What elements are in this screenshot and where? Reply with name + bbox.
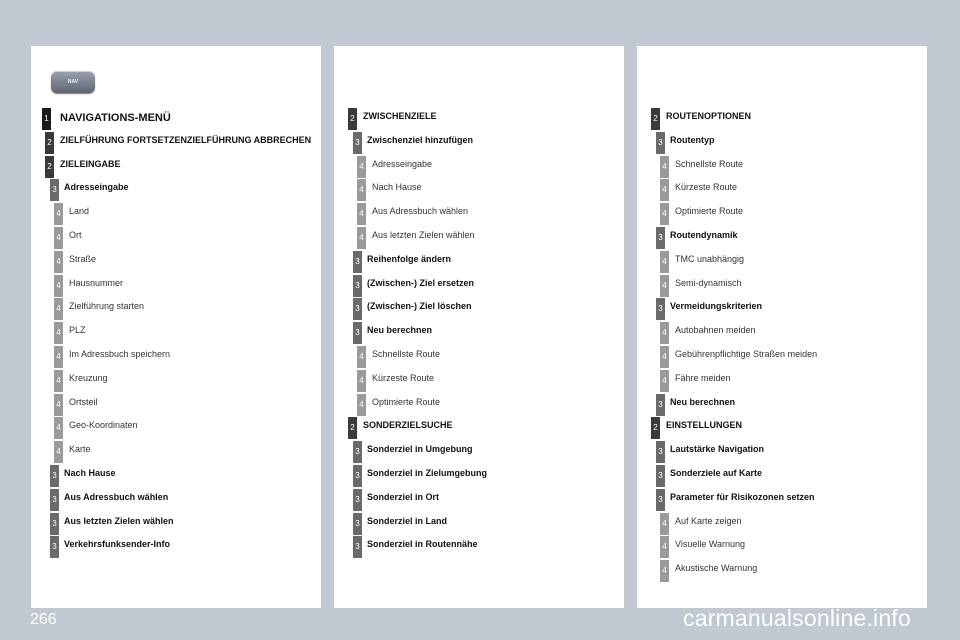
menu-item-label: Sonderziel in Ort bbox=[367, 491, 440, 502]
menu-item bbox=[637, 560, 927, 582]
level-badge: 4 bbox=[54, 298, 63, 320]
menu-item-label: Zwischenziel hinzufügen bbox=[367, 134, 474, 145]
level-badge: 4 bbox=[660, 370, 669, 392]
menu-item-label: Ort bbox=[69, 230, 82, 240]
menu-item-label: Semi-dynamisch bbox=[675, 277, 742, 288]
level-badge: 4 bbox=[54, 203, 63, 225]
menu-item-label: Adresseingabe bbox=[372, 158, 433, 169]
menu-item bbox=[334, 346, 624, 368]
menu-item bbox=[637, 275, 927, 297]
menu-item-label: ZIELEINGABE bbox=[60, 158, 121, 169]
menu-item-label: Gebührenpflichtige Straßen meiden bbox=[675, 349, 818, 359]
level-badge: 3 bbox=[656, 227, 665, 249]
level-badge: 2 bbox=[348, 108, 357, 130]
menu-item-label: Sonderziele auf Karte bbox=[670, 468, 763, 478]
level-badge: 2 bbox=[45, 156, 54, 178]
menu-item-label: ZIELFÜHRUNG FORTSETZENZIELFÜHRUNG ABBRECHEN bbox=[60, 134, 312, 145]
watermark: carmanualsonline.info bbox=[683, 605, 911, 631]
menu-item-label: PLZ bbox=[69, 325, 86, 336]
menu-item-label: Kürzeste Route bbox=[372, 372, 435, 383]
menu-item-label: Autobahnen meiden bbox=[675, 325, 756, 336]
level-badge: 4 bbox=[660, 156, 669, 178]
level-badge: 3 bbox=[353, 132, 362, 154]
menu-item bbox=[637, 298, 927, 320]
level-badge: 4 bbox=[54, 227, 63, 249]
menu-item bbox=[637, 322, 927, 344]
menu-item bbox=[334, 179, 624, 201]
level-badge: 4 bbox=[660, 536, 669, 558]
menu-item bbox=[31, 108, 321, 130]
level-badge: 4 bbox=[660, 203, 669, 225]
menu-item-label: Adresseingabe bbox=[64, 182, 129, 193]
menu-item bbox=[31, 203, 321, 225]
level-badge: 3 bbox=[50, 513, 59, 535]
menu-item bbox=[334, 513, 624, 535]
menu-item-label: Aus letzten Zielen wählen bbox=[64, 515, 174, 526]
menu-item bbox=[31, 441, 321, 463]
menu-item bbox=[334, 417, 624, 439]
level-badge: 4 bbox=[357, 370, 366, 392]
menu-item-label: Aus Adressbuch wählen bbox=[372, 206, 469, 217]
menu-item-label: Fähre meiden bbox=[675, 372, 731, 383]
level-badge: 4 bbox=[54, 394, 63, 416]
menu-item-label: ROUTENOPTIONEN bbox=[666, 111, 752, 121]
level-badge: 2 bbox=[651, 417, 660, 439]
level-badge: 4 bbox=[660, 179, 669, 201]
menu-item bbox=[334, 322, 624, 344]
menu-item-label: EINSTELLUNGEN bbox=[666, 420, 743, 431]
menu-item-label: NAVIGATIONS-MENÜ bbox=[60, 112, 171, 124]
level-badge: 3 bbox=[353, 275, 362, 297]
level-badge: 3 bbox=[656, 132, 665, 154]
menu-item bbox=[31, 417, 321, 439]
level-badge: 2 bbox=[651, 108, 660, 130]
menu-item bbox=[637, 536, 927, 558]
menu-item-label: Sonderziel in Routennähe bbox=[367, 539, 478, 550]
level-badge: 3 bbox=[50, 179, 59, 201]
menu-item bbox=[637, 227, 927, 249]
menu-column-2 bbox=[334, 46, 624, 608]
menu-item-label: Routendynamik bbox=[670, 230, 738, 240]
level-badge: 3 bbox=[353, 298, 362, 320]
menu-item bbox=[637, 441, 927, 463]
menu-item bbox=[334, 465, 624, 487]
level-badge: 3 bbox=[353, 465, 362, 487]
level-badge: 4 bbox=[357, 346, 366, 368]
menu-item bbox=[31, 536, 321, 558]
menu-item bbox=[334, 203, 624, 225]
menu-item bbox=[334, 132, 624, 154]
menu-item bbox=[637, 489, 927, 511]
menu-item bbox=[31, 179, 321, 201]
menu-item-label: Vermeidungskriterien bbox=[670, 301, 763, 312]
menu-item bbox=[637, 394, 927, 416]
menu-item bbox=[31, 370, 321, 392]
menu-item-label: Lautstärke Navigation bbox=[670, 444, 765, 455]
menu-item-label: TMC unabhängig bbox=[675, 253, 745, 264]
menu-item bbox=[31, 513, 321, 535]
level-badge: 4 bbox=[54, 441, 63, 463]
menu-item bbox=[637, 179, 927, 201]
menu-item-label: Ortsteil bbox=[69, 396, 98, 407]
level-badge: 4 bbox=[357, 394, 366, 416]
menu-item bbox=[334, 108, 624, 130]
menu-item bbox=[31, 227, 321, 249]
menu-item-label: Schnellste Route bbox=[372, 349, 441, 359]
menu-item-label: Sonderziel in Land bbox=[367, 515, 448, 526]
level-badge: 3 bbox=[353, 441, 362, 463]
level-badge: 4 bbox=[54, 275, 63, 297]
level-badge: 3 bbox=[50, 465, 59, 487]
level-badge: 3 bbox=[656, 298, 665, 320]
menu-item bbox=[31, 489, 321, 511]
level-badge: 4 bbox=[660, 275, 669, 297]
menu-item bbox=[31, 156, 321, 178]
menu-item-label: Kreuzung bbox=[69, 372, 108, 383]
level-badge: 4 bbox=[54, 322, 63, 344]
menu-item bbox=[637, 417, 927, 439]
level-badge: 4 bbox=[357, 203, 366, 225]
menu-item bbox=[31, 394, 321, 416]
menu-item bbox=[334, 251, 624, 273]
menu-item-label: Akustische Warnung bbox=[675, 563, 758, 574]
menu-item-label: Kürzeste Route bbox=[675, 182, 738, 193]
nav-button-icon: NAV bbox=[51, 71, 95, 93]
level-badge: 3 bbox=[656, 465, 665, 487]
menu-item-label: (Zwischen-) Ziel löschen bbox=[367, 301, 472, 312]
menu-item bbox=[637, 346, 927, 368]
menu-column-3 bbox=[637, 46, 927, 608]
level-badge: 4 bbox=[54, 251, 63, 273]
level-badge: 4 bbox=[357, 227, 366, 249]
menu-item-label: Verkehrsfunksender-Info bbox=[64, 539, 171, 550]
menu-item-label: Land bbox=[69, 206, 90, 217]
level-badge: 4 bbox=[357, 179, 366, 201]
level-badge: 3 bbox=[656, 441, 665, 463]
menu-item-label: Optimierte Route bbox=[675, 206, 744, 217]
menu-item bbox=[637, 132, 927, 154]
menu-item bbox=[334, 441, 624, 463]
menu-item-label: Geo-Koordinaten bbox=[69, 420, 138, 431]
menu-item bbox=[31, 346, 321, 368]
menu-item-label: Neu berechnen bbox=[670, 396, 736, 407]
menu-item-label: Routentyp bbox=[670, 134, 715, 145]
menu-item-label: (Zwischen-) Ziel ersetzen bbox=[367, 277, 475, 288]
menu-item bbox=[31, 275, 321, 297]
level-badge: 3 bbox=[353, 489, 362, 511]
menu-item-label: Schnellste Route bbox=[675, 158, 744, 169]
level-badge: 1 bbox=[42, 108, 51, 130]
level-badge: 3 bbox=[353, 251, 362, 273]
menu-item bbox=[31, 132, 321, 154]
level-badge: 3 bbox=[353, 536, 362, 558]
menu-column-1 bbox=[31, 46, 321, 608]
level-badge: 4 bbox=[660, 560, 669, 582]
menu-item bbox=[334, 536, 624, 558]
menu-item-label: Zielführung starten bbox=[69, 301, 145, 312]
menu-item bbox=[334, 489, 624, 511]
level-badge: 3 bbox=[656, 489, 665, 511]
menu-item bbox=[31, 322, 321, 344]
menu-item bbox=[637, 108, 927, 130]
menu-item-label: Nach Hause bbox=[372, 182, 422, 193]
level-badge: 4 bbox=[54, 346, 63, 368]
level-badge: 4 bbox=[660, 346, 669, 368]
menu-item-label: Nach Hause bbox=[64, 468, 116, 478]
menu-item-label: Straße bbox=[69, 253, 97, 264]
level-badge: 4 bbox=[660, 513, 669, 535]
menu-item-label: Sonderziel in Umgebung bbox=[367, 444, 473, 455]
menu-item bbox=[637, 251, 927, 273]
level-badge: 4 bbox=[54, 370, 63, 392]
menu-item bbox=[637, 513, 927, 535]
menu-item bbox=[334, 227, 624, 249]
menu-item-label: Im Adressbuch speichern bbox=[69, 349, 171, 359]
menu-item bbox=[637, 203, 927, 225]
menu-item-label: Parameter für Risikozonen setzen bbox=[670, 491, 815, 502]
menu-item bbox=[334, 275, 624, 297]
menu-item bbox=[334, 370, 624, 392]
menu-item bbox=[637, 156, 927, 178]
menu-item-label: Optimierte Route bbox=[372, 396, 441, 407]
level-badge: 4 bbox=[660, 322, 669, 344]
menu-item bbox=[637, 465, 927, 487]
level-badge: 2 bbox=[45, 132, 54, 154]
menu-item bbox=[334, 156, 624, 178]
menu-item-label: Visuelle Warnung bbox=[675, 539, 746, 550]
menu-item-label: ZWISCHENZIELE bbox=[363, 111, 437, 121]
level-badge: 3 bbox=[50, 536, 59, 558]
menu-item-label: Aus Adressbuch wählen bbox=[64, 491, 169, 502]
menu-item-label: SONDERZIELSUCHE bbox=[363, 420, 453, 431]
menu-item-label: Aus letzten Zielen wählen bbox=[372, 230, 475, 240]
level-badge: 3 bbox=[353, 513, 362, 535]
menu-item bbox=[31, 251, 321, 273]
level-badge: 4 bbox=[357, 156, 366, 178]
menu-item bbox=[637, 370, 927, 392]
menu-item bbox=[334, 298, 624, 320]
page-number: 266 bbox=[30, 611, 57, 628]
menu-item-label: Sonderziel in Zielumgebung bbox=[367, 468, 488, 478]
level-badge: 3 bbox=[50, 489, 59, 511]
menu-item-label: Reihenfolge ändern bbox=[367, 253, 452, 264]
level-badge: 2 bbox=[348, 417, 357, 439]
menu-item bbox=[31, 465, 321, 487]
menu-item-label: Auf Karte zeigen bbox=[675, 515, 742, 526]
menu-item-label: Neu berechnen bbox=[367, 325, 433, 336]
menu-item bbox=[31, 298, 321, 320]
menu-item bbox=[334, 394, 624, 416]
level-badge: 3 bbox=[656, 394, 665, 416]
menu-item-label: Karte bbox=[69, 444, 91, 455]
level-badge: 3 bbox=[353, 322, 362, 344]
level-badge: 4 bbox=[54, 417, 63, 439]
level-badge: 4 bbox=[660, 251, 669, 273]
menu-item-label: Hausnummer bbox=[69, 277, 124, 288]
